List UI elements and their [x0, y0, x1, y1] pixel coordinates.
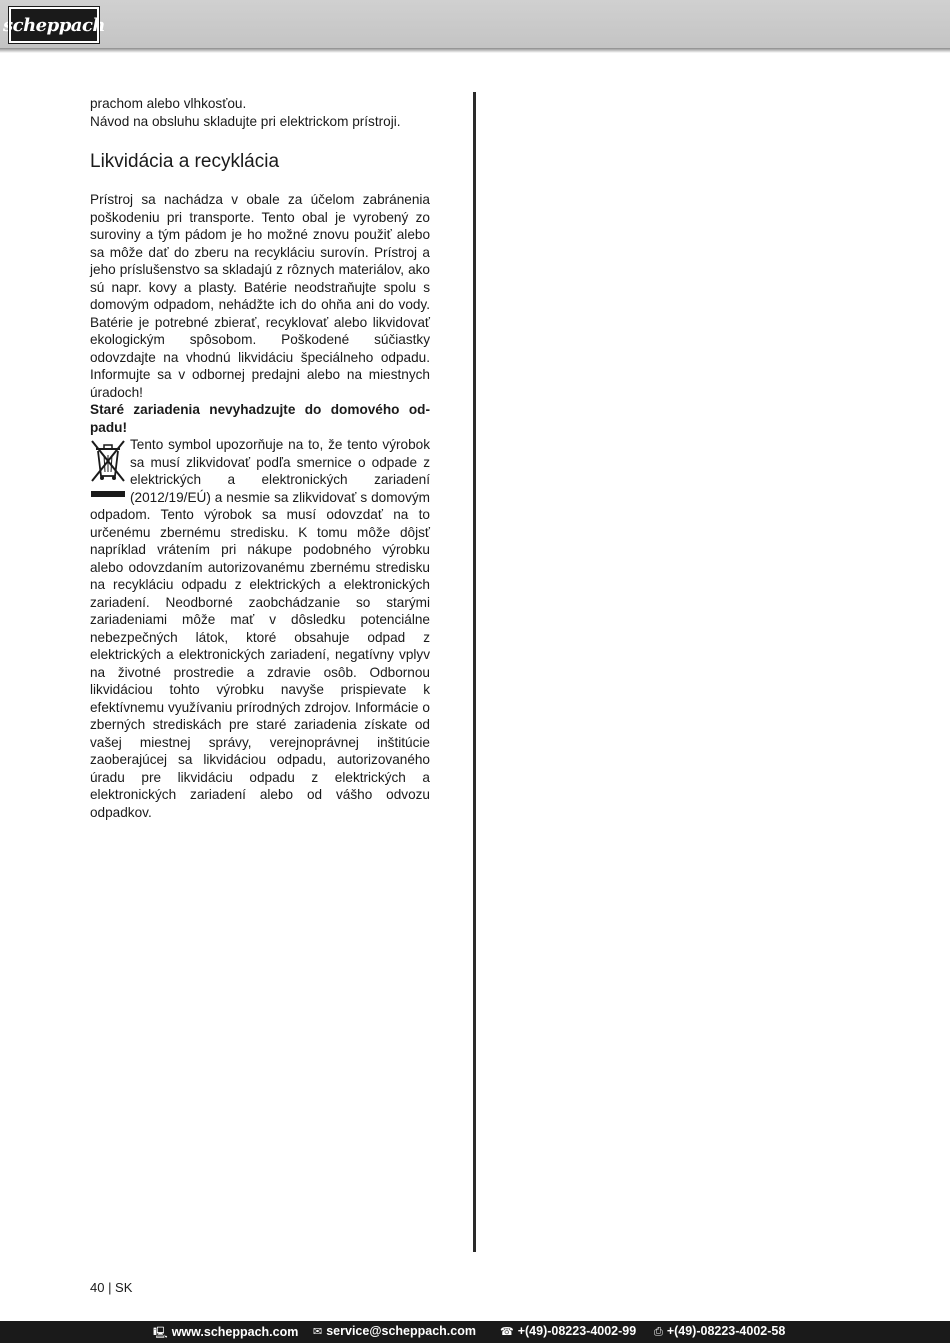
section-body: Prístroj sa nachádza v obale za účelom zabránenia poškodeniu pri transporte. Tento obal je vyrobený zo suroviny a tým pádom je ho možné znovu použiť alebo sa môže dať do zberu na recykláciu surovín. Prístroj a jeho príslušenstvo sa skladajú z rôznych materiálov, ako sú napr. kovy a plasty. Batérie neodstraňujte spolu s domovým odpadom, nehádžte ich do ohňa ani do vody. Batérie je potrebné zbierať, recyklovať alebo likvidovať ekologickým spôsobom. Poškodené súčiastky odovzdajte na vhodnú likvidáciu špeciálneho odpadu. Informujte sa v odbornej predajni alebo na miestnych úradoch!: [90, 192, 430, 400]
mail-icon: ✉: [313, 1326, 323, 1338]
computer-icon: 🖳: [153, 1327, 168, 1339]
phone-text: +(49)-08223-4002-99: [517, 1324, 637, 1338]
intro-line: Návod na obsluhu skladujte pri elektrickom prístroji.: [90, 113, 401, 129]
footer-website[interactable]: [153, 1324, 298, 1343]
logo-text: scheppach: [3, 14, 106, 36]
section-title: Likvidácia a recyklácia: [90, 151, 280, 172]
footer-fax: [654, 1324, 785, 1339]
left-text-column: [90, 95, 430, 821]
column-divider: [473, 92, 476, 1252]
footer-bar: [0, 1321, 950, 1343]
header-bar: [0, 0, 950, 48]
weee-body: Tento symbol upozorňuje na to, že tento výrobok sa musí zlikvidovať podľa smernice o odpade z elektrických a elektronických zariadení (2012/19/EÚ) a nesmie sa zlikvidovať s domovým odpadom. Tento výrobok sa musí odovzdať na to určenému zbernému stredisku. K tomu môže dôjsť napríklad vrátením pri nákupe podobného výrobku alebo odovzdaním autorizovanému zbernému stredisku na recykláciu odpadu z elektrických a elektronických zariadení. Neodborné zaobchádzanie so starými zariadeniami môže mať v dôsledku potenciálne nebezpečných látok, ktoré obsahuje odpad z elektrických a elektronických zariadení, negatívny vplyv na životné prostredie a zdravie osôb. Odbornou likvidáciou tohto výrobku navyše prispievate k efektívnemu využívaniu prírodných zdrojov. Informácie o zberných strediskách pre staré zariadenia získate od vašej miestnej správy, verejnoprávnej inštitúcie zaoberajúcej sa likvidáciou odpadu, autorizovaného úradu pre likvidáciu odpadu z elektrických a elektronických zariadení alebo od vášho odvozu odpadkov.: [90, 437, 430, 820]
fax-icon: ⎙: [654, 1326, 663, 1338]
footer-email[interactable]: [313, 1324, 476, 1338]
phone-icon: ☎: [500, 1326, 514, 1338]
fax-text: +(49)-08223-4002-58: [666, 1324, 786, 1338]
page-number: 40 | SK: [90, 1280, 133, 1295]
header-shadow: [0, 48, 950, 53]
website-text: www.scheppach.com: [171, 1325, 299, 1339]
crossed-out-bin-icon: [90, 438, 130, 502]
intro-line: prachom alebo vlhkosťou.: [90, 96, 247, 111]
weee-block: [90, 436, 430, 821]
intro-text: [90, 95, 430, 130]
footer-phone: [500, 1324, 636, 1338]
weee-subheading: Staré zariadenia nevyhadzujte do domového odpadu!: [90, 402, 430, 435]
scheppach-logo: [3, 7, 106, 43]
email-text: service@scheppach.com: [326, 1324, 476, 1338]
